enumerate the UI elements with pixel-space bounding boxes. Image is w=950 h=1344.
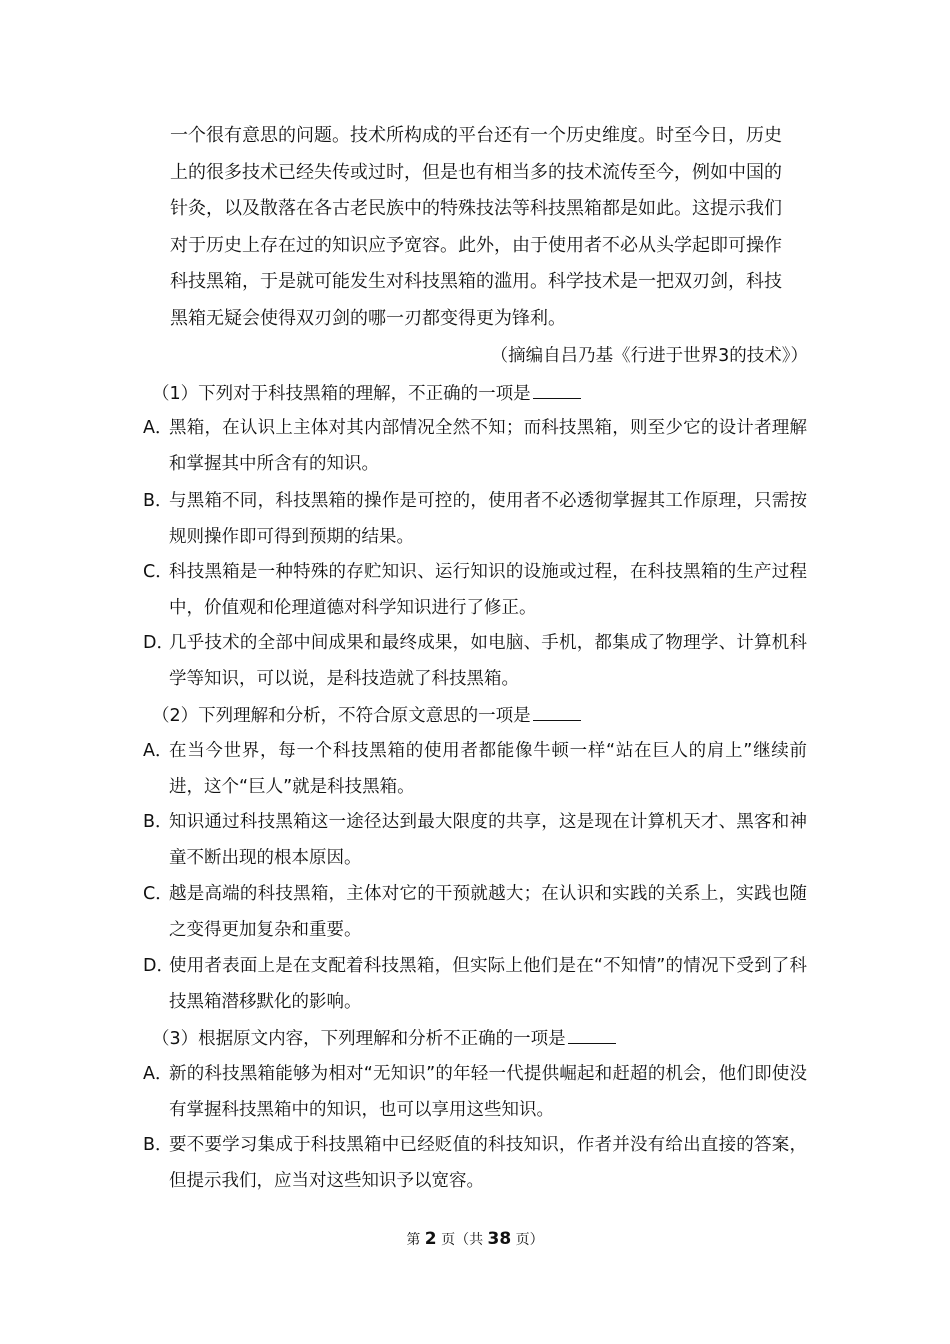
option-letter: D． <box>143 633 174 653</box>
question-1-option-a <box>143 410 807 482</box>
option-text: 要不要学习集成于科技黑箱中已经贬值的科技知识，作者并没有给出直接的答案，但提示我们，应当对这些知识予以宽容。 <box>169 1135 807 1191</box>
option-text: 几乎技术的全部中间成果和最终成果，如电脑、手机，都集成了物理学、计算机科学等知识，可以说，是科技造就了科技黑箱。 <box>169 633 807 689</box>
option-text: 与黑箱不同，科技黑箱的操作是可控的，使用者不必透彻掌握其工作原理，只需按规则操作即可得到预期的结果。 <box>169 491 807 547</box>
question-2-option-c <box>143 876 807 948</box>
answer-blank <box>533 702 581 721</box>
passage-line: 对于历史上存在过的知识应予宽容。此外，由于使用者不必从头学起即可操作 <box>170 234 782 256</box>
footer-total-pages: 38 <box>487 1229 512 1249</box>
question-1-option-c <box>143 554 807 626</box>
option-text: 科技黑箱是一种特殊的存贮知识、运行知识的设施或过程，在科技黑箱的生产过程中，价值观和伦理道德对科学知识进行了修正。 <box>169 562 807 618</box>
question-1-option-d <box>143 625 807 697</box>
question-3-stem <box>152 1025 616 1053</box>
passage-line: 黑箱无疑会使得双刃剑的哪一刃都变得更为锋利。 <box>170 307 566 329</box>
passage-line: 一个很有意思的问题。技术所构成的平台还有一个历史维度。时至今日，历史 <box>170 125 782 146</box>
option-letter: D． <box>143 956 174 976</box>
option-letter: C． <box>143 562 173 582</box>
footer-prefix: 第 <box>406 1232 425 1248</box>
question-3-option-b <box>143 1127 807 1199</box>
option-text: 越是高端的科技黑箱，主体对它的干预就越大；在认识和实践的关系上，实践也随之变得更加复杂和重要。 <box>169 884 807 940</box>
answer-blank <box>533 380 581 399</box>
question-1-option-b <box>143 483 807 555</box>
option-letter: A． <box>143 418 173 438</box>
footer-middle: 页（共 <box>436 1232 488 1248</box>
option-letter: B． <box>143 1135 173 1155</box>
question-3-option-a <box>143 1056 807 1128</box>
option-letter: B． <box>143 812 173 832</box>
option-letter: B． <box>143 491 173 511</box>
question-2-option-d <box>143 948 807 1020</box>
page-footer <box>0 1228 950 1251</box>
question-3-text: （3）根据原文内容，下列理解和分析不正确的一项是 <box>152 1029 566 1049</box>
option-text: 新的科技黑箱能够为相对“无知识”的年轻一代提供崛起和赶超的机会，他们即使没有掌握科技黑箱中的知识，也可以享用这些知识。 <box>169 1064 807 1120</box>
option-text: 使用者表面上是在支配着科技黑箱，但实际上他们是在“不知情”的情况下受到了科技黑箱潜移默化的影响。 <box>169 956 807 1012</box>
option-letter: A． <box>143 1064 173 1084</box>
passage-line: 科技黑箱，于是就可能发生对科技黑箱的滥用。科学技术是一把双刃剑，科技 <box>170 271 782 293</box>
option-text: 在当今世界，每一个科技黑箱的使用者都能像牛顿一样“站在巨人的肩上”继续前进，这个“巨人”就是科技黑箱。 <box>169 741 807 797</box>
passage-source: （摘编自吕乃基《行进于世界3的技术》） <box>490 346 808 366</box>
question-2-option-b <box>143 804 807 876</box>
option-letter: C． <box>143 884 173 904</box>
question-2-stem <box>152 702 581 730</box>
footer-page-number: 2 <box>424 1229 437 1249</box>
question-1-stem <box>152 380 581 408</box>
footer-suffix: 页） <box>511 1232 544 1248</box>
question-2-text: （2）下列理解和分析，不符合原文意思的一项是 <box>152 706 531 726</box>
passage-paragraph <box>170 118 806 338</box>
option-text: 知识通过科技黑箱这一途径达到最大限度的共享，这是现在计算机天才、黑客和神童不断出现的根本原因。 <box>169 812 807 868</box>
answer-blank <box>568 1025 616 1044</box>
option-text: 黑箱，在认识上主体对其内部情况全然不知；而科技黑箱，则至少它的设计者理解和掌握其中所含有的知识。 <box>169 418 807 474</box>
question-1-text: （1）下列对于科技黑箱的理解，不正确的一项是 <box>152 384 531 404</box>
option-letter: A． <box>143 741 173 761</box>
question-2-option-a <box>143 733 807 805</box>
passage-line: 上的很多技术已经失传或过时，但是也有相当多的技术流传至今，例如中国的 <box>170 161 782 183</box>
passage-line: 针灸，以及散落在各古老民族中的特殊技法等科技黑箱都是如此。这提示我们 <box>170 198 782 220</box>
